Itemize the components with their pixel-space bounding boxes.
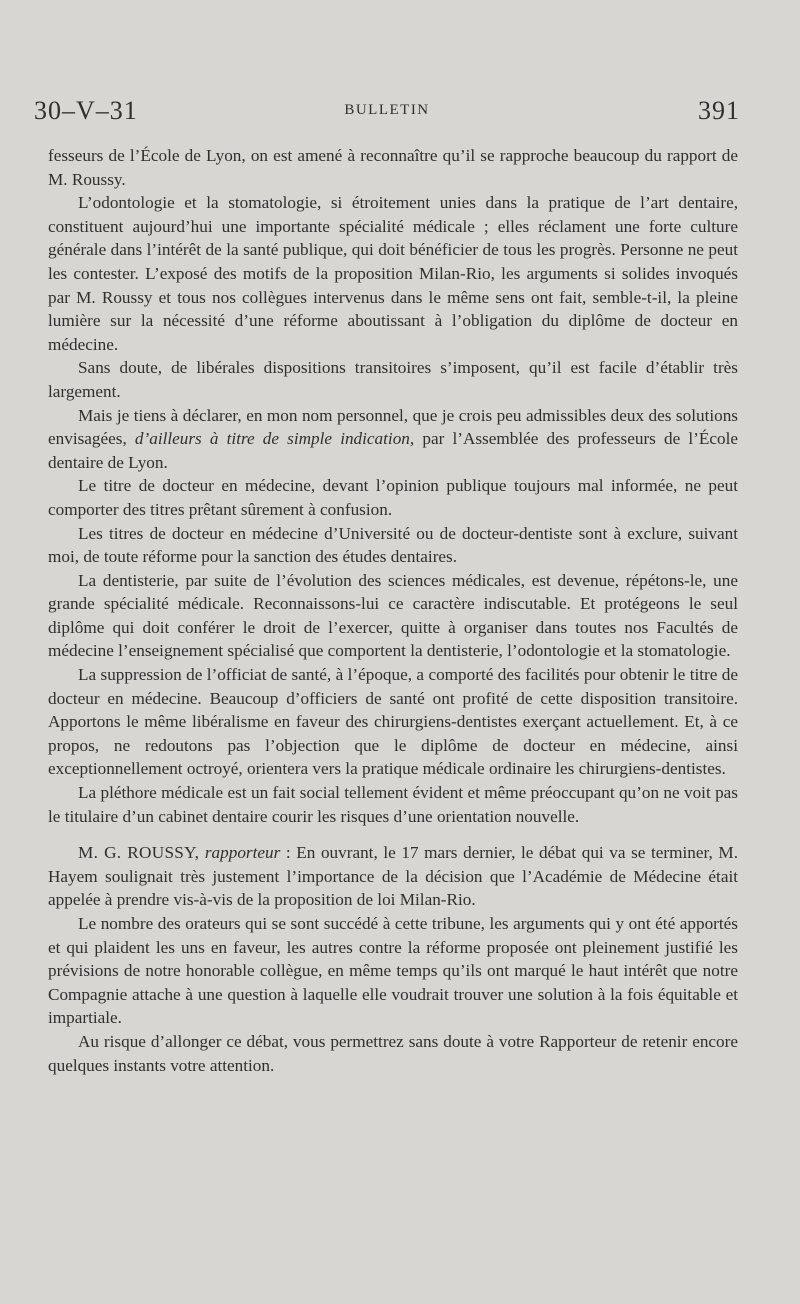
body-text (48, 144, 738, 1077)
paragraph-continuation: fesseurs de l’École de Lyon, on est amené à reconnaître qu’il se rapproche beaucoup du rapport de M. Roussy. (48, 146, 738, 189)
paragraph-text: par l’Assemblée des professeurs de l’École dentaire de Lyon. (48, 429, 739, 472)
speech-text: : En ouvrant, le 17 mars dernier, le débat qui va se terminer, M. Hayem soulignait très justement l’importance de la décision que l’Académie de Médecine était appelée à prendre vis-à-vis de la proposition de loi Milan-Rio. (48, 843, 738, 910)
paragraph: La dentisterie, par suite de l’évolution des sciences médicales, est devenue, répétons-le, une grande spécialité médicale. Reconnaissons-lui ce caractère indiscutable. Et protégeons le seul diplôme qui doit conférer le droit de l’exercer, quitte à organiser dans toutes nos Facultés de médecine l’enseignement spécialisé que comportent la dentisterie, l’odontologie et la stomatologie. (48, 570, 738, 661)
page-number: 391 (698, 96, 740, 125)
paragraph: Le nombre des orateurs qui se sont succédé à cette tribune, les arguments qui y ont été apportés et qui plaident les uns en faveur, les autres contre la réforme proposée ont pleinement justifié les prévisions de notre honorable collègue, en même temps qu’ils ont marqué le haut intérêt que notre Compagnie attache à une question à laquelle elle voudrait trouver une solution à la fois équitable et impartiale. (48, 914, 738, 1028)
paragraph-text: Mais je tiens à déclarer, en mon nom personnel, que je crois peu admissibles deux des solutions envisagées, (48, 405, 738, 449)
speech-paragraph (48, 841, 738, 912)
paragraph: La pléthore médicale est un fait social tellement évident et même préoccupant qu’on ne voit pas le titulaire d’un cabinet dentaire courir les risques d’une orientation nouvelle. (48, 783, 738, 826)
paragraph (48, 404, 738, 475)
paragraph: Au risque d’allonger ce débat, vous permettrez sans doute à votre Rapporteur de retenir encore quelques instants votre attention. (48, 1031, 738, 1075)
italic-phrase: d’ailleurs à titre de simple indication, (134, 429, 415, 449)
paragraph: Le titre de docteur en médecine, devant l’opinion publique toujours mal informée, ne peut comporter des titres prêtant sûrement à confusion. (48, 476, 738, 519)
bulletin-title: BULLETIN (344, 102, 430, 118)
speaker-name: M. G. ROUSSY, (78, 843, 200, 863)
running-header (34, 96, 740, 130)
paragraph: Les titres de docteur en médecine d’Université ou de docteur-dentiste sont à exclure, suivant moi, de toute réforme pour la sanction des études dentaires. (48, 523, 738, 567)
paragraph: Sans doute, de libérales dispositions transitoires s’imposent, qu’il est facile d’établir très largement. (48, 358, 738, 401)
issue-date: 30–V–31 (34, 96, 138, 125)
speaker-role: rapporteur (204, 843, 281, 863)
paragraph: L’odontologie et la stomatologie, si étroitement unies dans la pratique de l’art dentaire, constituent aujourd’hui une importante spécialité médicale ; elles réclament une forte culture générale dans l’intérêt de la santé publique, qui doit bénéficier de tous les progrès. Personne ne peut les contester. L’exposé des motifs de la proposition Milan-Rio, les arguments si solides invoqués par M. Roussy et tous nos collègues intervenus dans le même sens ont fait, semble-t-il, la pleine lumière sur la nécessité d’une réforme aboutissant à l’obligation du diplôme de docteur en médecine. (48, 193, 738, 354)
paragraph: La suppression de l’officiat de santé, à l’époque, a comporté des facilités pour obtenir le titre de docteur en médecine. Beaucoup d’officiers de santé ont profité de cette disposition transitoire. Apportons le même libéralisme en faveur des chirurgiens-dentistes exerçant actuellement. Et, à ce propos, ne redoutons pas l’objection que le diplôme de docteur en médecine, ainsi exceptionnellement octroyé, orientera vers la pratique médicale ordinaire les chirurgiens-dentistes. (48, 665, 738, 779)
